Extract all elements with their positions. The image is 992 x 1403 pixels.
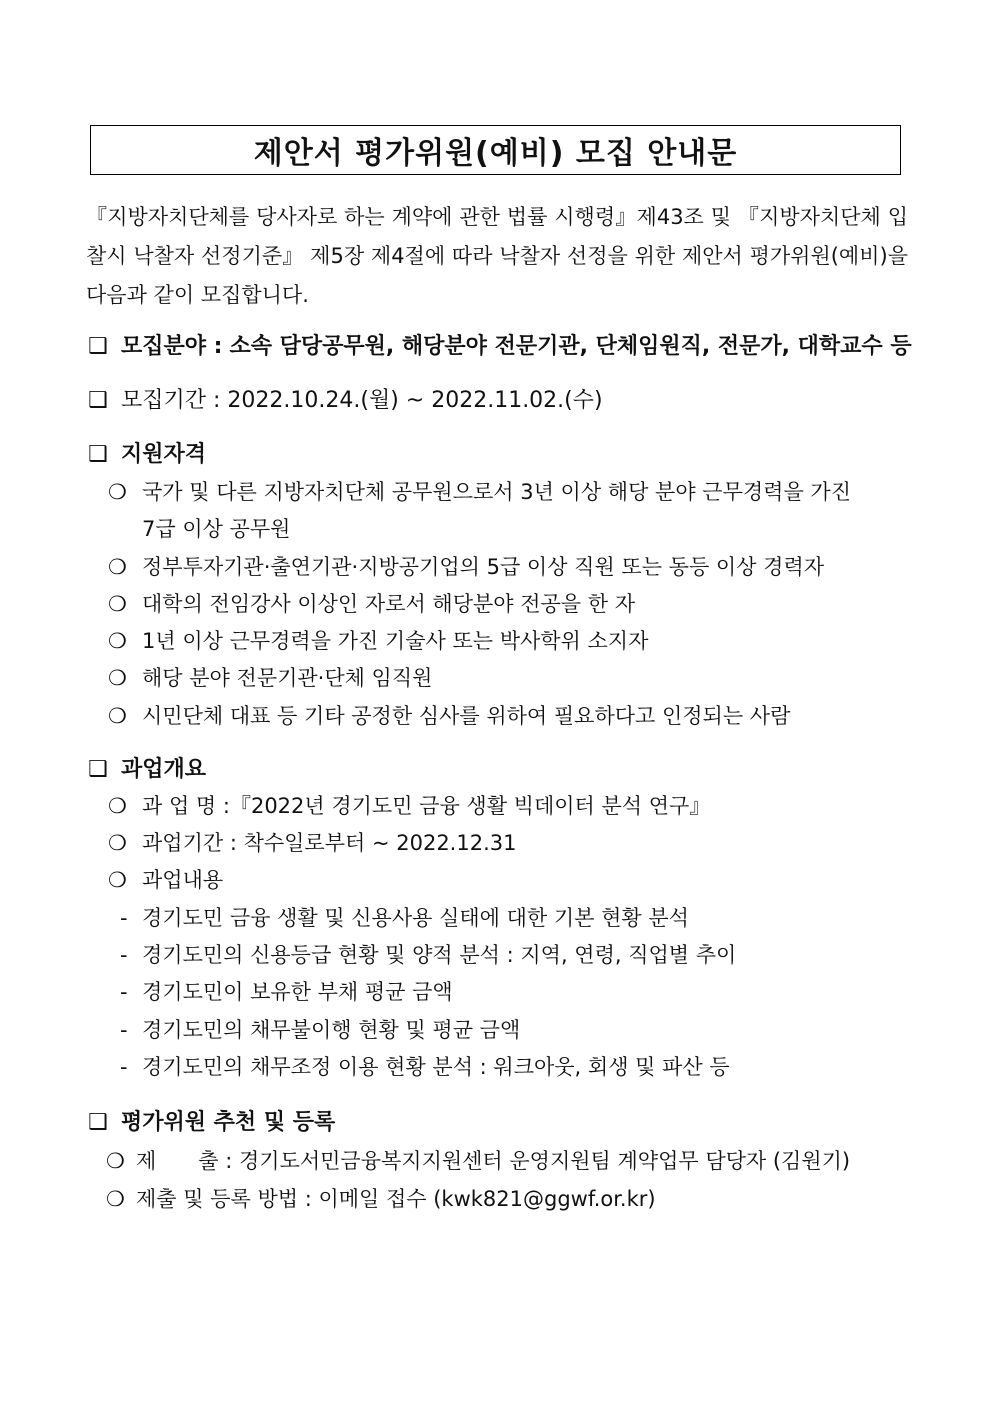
qualification-item: 해당 분야 전문기관·단체 임직원 [142,666,433,690]
circle-bullet-icon: ❍ [106,1149,125,1173]
qualification-item-continuation: 7급 이상 공무원 [142,517,291,541]
overview-heading-line [88,752,206,783]
qualification-item: 시민단체 대표 등 기타 공정한 심사를 위하여 필요하다고 인정되는 사람 [142,704,791,728]
project-period: 과업기간 : 착수일로부터 ~ 2022.12.31 [142,831,517,855]
content-item: 경기도민이 보유한 부채 평균 금액 [142,980,453,1004]
qualification-item: 1년 이상 근무경력을 가진 기술사 또는 박사학위 소지자 [142,629,649,653]
circle-bullet-icon: ❍ [108,629,127,653]
list-item [108,625,648,655]
period-label: 모집기간 : [121,388,221,413]
overview-heading: 과업개요 [121,757,207,782]
list-item [108,790,710,820]
circle-bullet-icon: ❍ [108,868,127,892]
field-line [88,329,912,360]
circle-bullet-icon: ❍ [108,831,127,855]
qualification-heading-line [88,437,206,468]
submit-method: 제출 및 등록 방법 : 이메일 접수 (kwk821@ggwf.or.kr) [136,1187,656,1211]
intro-paragraph: 『지방자치단체를 당사자로 하는 계약에 관한 법률 시행령』제43조 및 『지방자치단체 입찰시 낙찰자 선정기준』 제5장 제4절에 따라 낙찰자 선정을 위한 제안서 평가위원(예비)을 다음과 같이 모집합니다. [86,205,908,307]
dash-bullet-icon: - [120,906,128,930]
field-value: 소속 담당공무원, 해당분야 전문기관, 단체임원직, 전문가, 대학교수 등 [229,334,912,359]
project-content-label: 과업내용 [142,868,224,892]
content-item: 경기도민의 채무불이행 현황 및 평균 금액 [142,1018,521,1042]
field-label: 모집분야 : [121,334,223,359]
qualification-heading: 지원자격 [121,442,207,467]
circle-bullet-icon: ❍ [108,666,127,690]
dash-bullet-icon: - [120,943,128,967]
checkbox-square-icon: ❑ [88,442,108,467]
submit-to: 제 출 : 경기도서민금융복지지원센터 운영지원팀 계약업무 담당자 (김원기) [136,1149,851,1173]
list-item [120,939,736,969]
circle-bullet-icon: ❍ [108,592,127,616]
checkbox-square-icon: ❑ [88,334,108,359]
list-item [108,700,790,730]
page-title: 제안서 평가위원(예비) 모집 안내문 [90,125,901,175]
list-item [108,864,223,894]
list-item [108,476,851,506]
period-value: 2022.10.24.(월) ~ 2022.11.02.(수) [227,388,603,413]
circle-bullet-icon: ❍ [106,1187,125,1211]
list-item [108,662,432,692]
list-item [108,827,516,857]
checkbox-square-icon: ❑ [88,757,108,782]
content-item: 경기도민의 채무조정 이용 현황 분석 : 워크아웃, 회생 및 파산 등 [142,1055,730,1079]
checkbox-square-icon: ❑ [88,1110,108,1135]
list-item [106,1145,850,1175]
period-line [88,383,603,414]
qualification-item: 대학의 전임강사 이상인 자로서 해당분야 전공을 한 자 [142,592,636,616]
checkbox-square-icon: ❑ [88,388,108,413]
dash-bullet-icon: - [120,1018,128,1042]
list-item [106,1183,656,1213]
list-item [120,976,453,1006]
list-item [108,551,824,581]
list-item [120,1051,730,1081]
dash-bullet-icon: - [120,980,128,1004]
list-item [120,902,689,932]
circle-bullet-icon: ❍ [108,794,127,818]
circle-bullet-icon: ❍ [108,704,127,728]
qualification-item: 국가 및 다른 지방자치단체 공무원으로서 3년 이상 해당 분야 근무경력을 가진 [142,480,851,504]
circle-bullet-icon: ❍ [108,555,127,579]
list-item [120,1014,520,1044]
qualification-item: 정부투자기관·출연기관·지방공기업의 5급 이상 직원 또는 동등 이상 경력자 [142,555,825,579]
content-item: 경기도민 금융 생활 및 신용사용 실태에 대한 기본 현황 분석 [142,906,689,930]
list-item [108,588,635,618]
registration-heading-line [88,1105,335,1136]
dash-bullet-icon: - [120,1055,128,1079]
content-item: 경기도민의 신용등급 현황 및 양적 분석 : 지역, 연령, 직업별 추이 [142,943,737,967]
registration-heading: 평가위원 추천 및 등록 [121,1110,336,1135]
project-name: 과 업 명 :『2022년 경기도민 금융 생활 빅데이터 분석 연구』 [142,794,711,818]
circle-bullet-icon: ❍ [108,480,127,504]
